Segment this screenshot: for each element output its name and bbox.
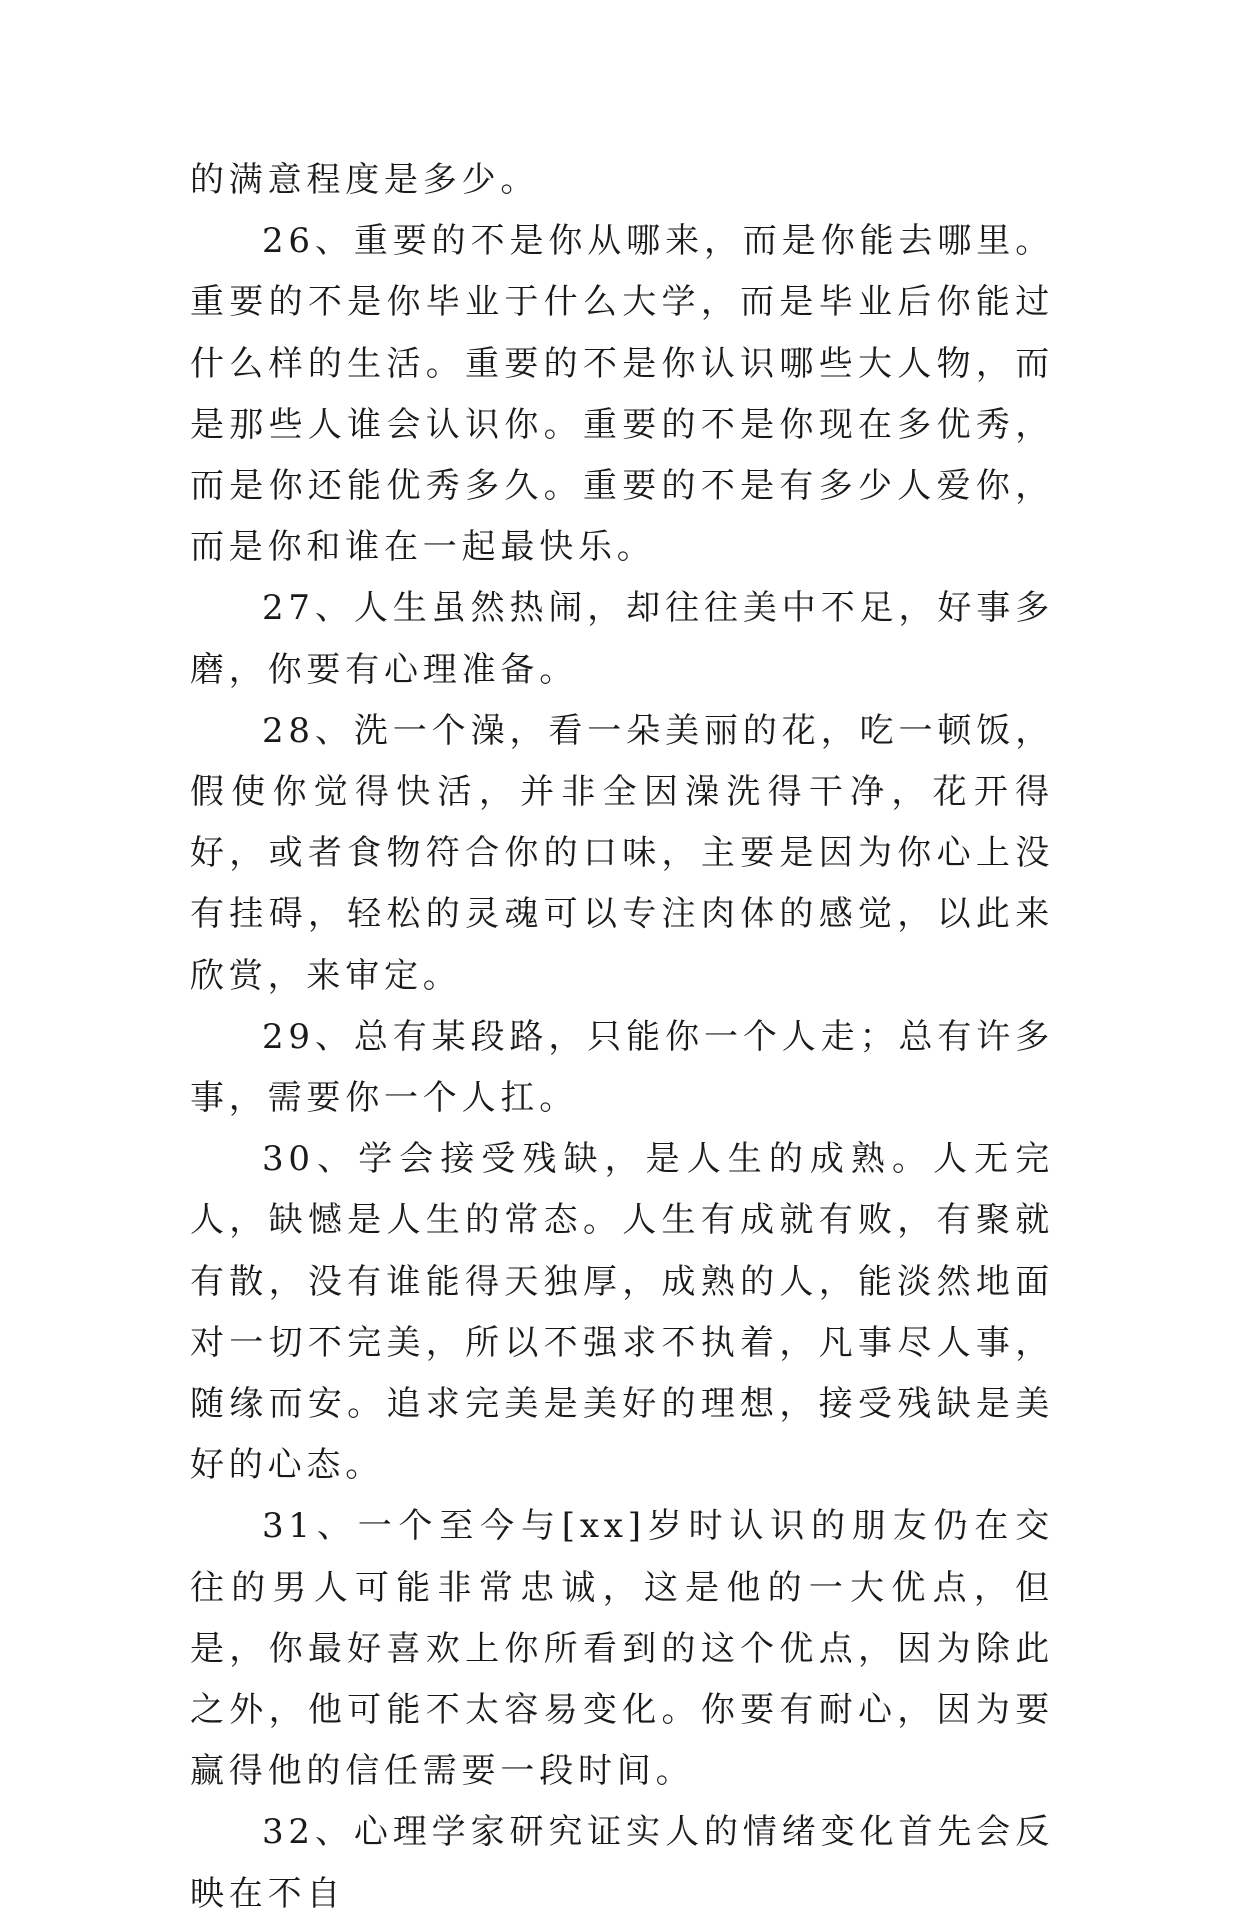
- paragraph-26: 26、重要的不是你从哪来，而是你能去哪里。重要的不是你毕业于什么大学，而是毕业后你能过什么样的生活。重要的不是你认识哪些大人物，而是那些人谁会认识你。重要的不是你现在多优秀，而是你还能优秀多久。重要的不是有多少人爱你，而是你和谁在一起最快乐。: [190, 221, 1054, 568]
- paragraph-30: 30、学会接受残缺，是人生的成熟。人无完人，缺憾是人生的常态。人生有成就有败，有聚就有散，没有谁能得天独厚，成熟的人，能淡然地面对一切不完美，所以不强求不执着，凡事尽人事，随缘而安。追求完美是美好的理想，接受残缺是美好的心态。: [190, 1139, 1054, 1486]
- paragraph-28: 28、洗一个澡，看一朵美丽的花，吃一顿饭，假使你觉得快活，并非全因澡洗得干净，花开得好，或者食物符合你的口味，主要是因为你心上没有挂碍，轻松的灵魂可以专注肉体的感觉，以此来欣赏，来审定。: [190, 710, 1054, 996]
- paragraph-32: 32、心理学家研究证实人的情绪变化首先会反映在不自: [190, 1812, 1054, 1914]
- paragraph-31: 31、一个至今与[xx]岁时认识的朋友仍在交往的男人可能非常忠诚，这是他的一大优点，但是，你最好喜欢上你所看到的这个优点，因为除此之外，他可能不太容易变化。你要有耐心，因为要赢得他的信任需要一段时间。: [190, 1506, 1054, 1792]
- document-body: [190, 150, 1054, 1925]
- paragraph-27: 27、人生虽然热闹，却往往美中不足，好事多磨，你要有心理准备。: [190, 588, 1054, 690]
- paragraph-continuation: 的满意程度是多少。: [190, 160, 540, 200]
- paragraph-29: 29、总有某段路，只能你一个人走；总有许多事，需要你一个人扛。: [190, 1016, 1054, 1119]
